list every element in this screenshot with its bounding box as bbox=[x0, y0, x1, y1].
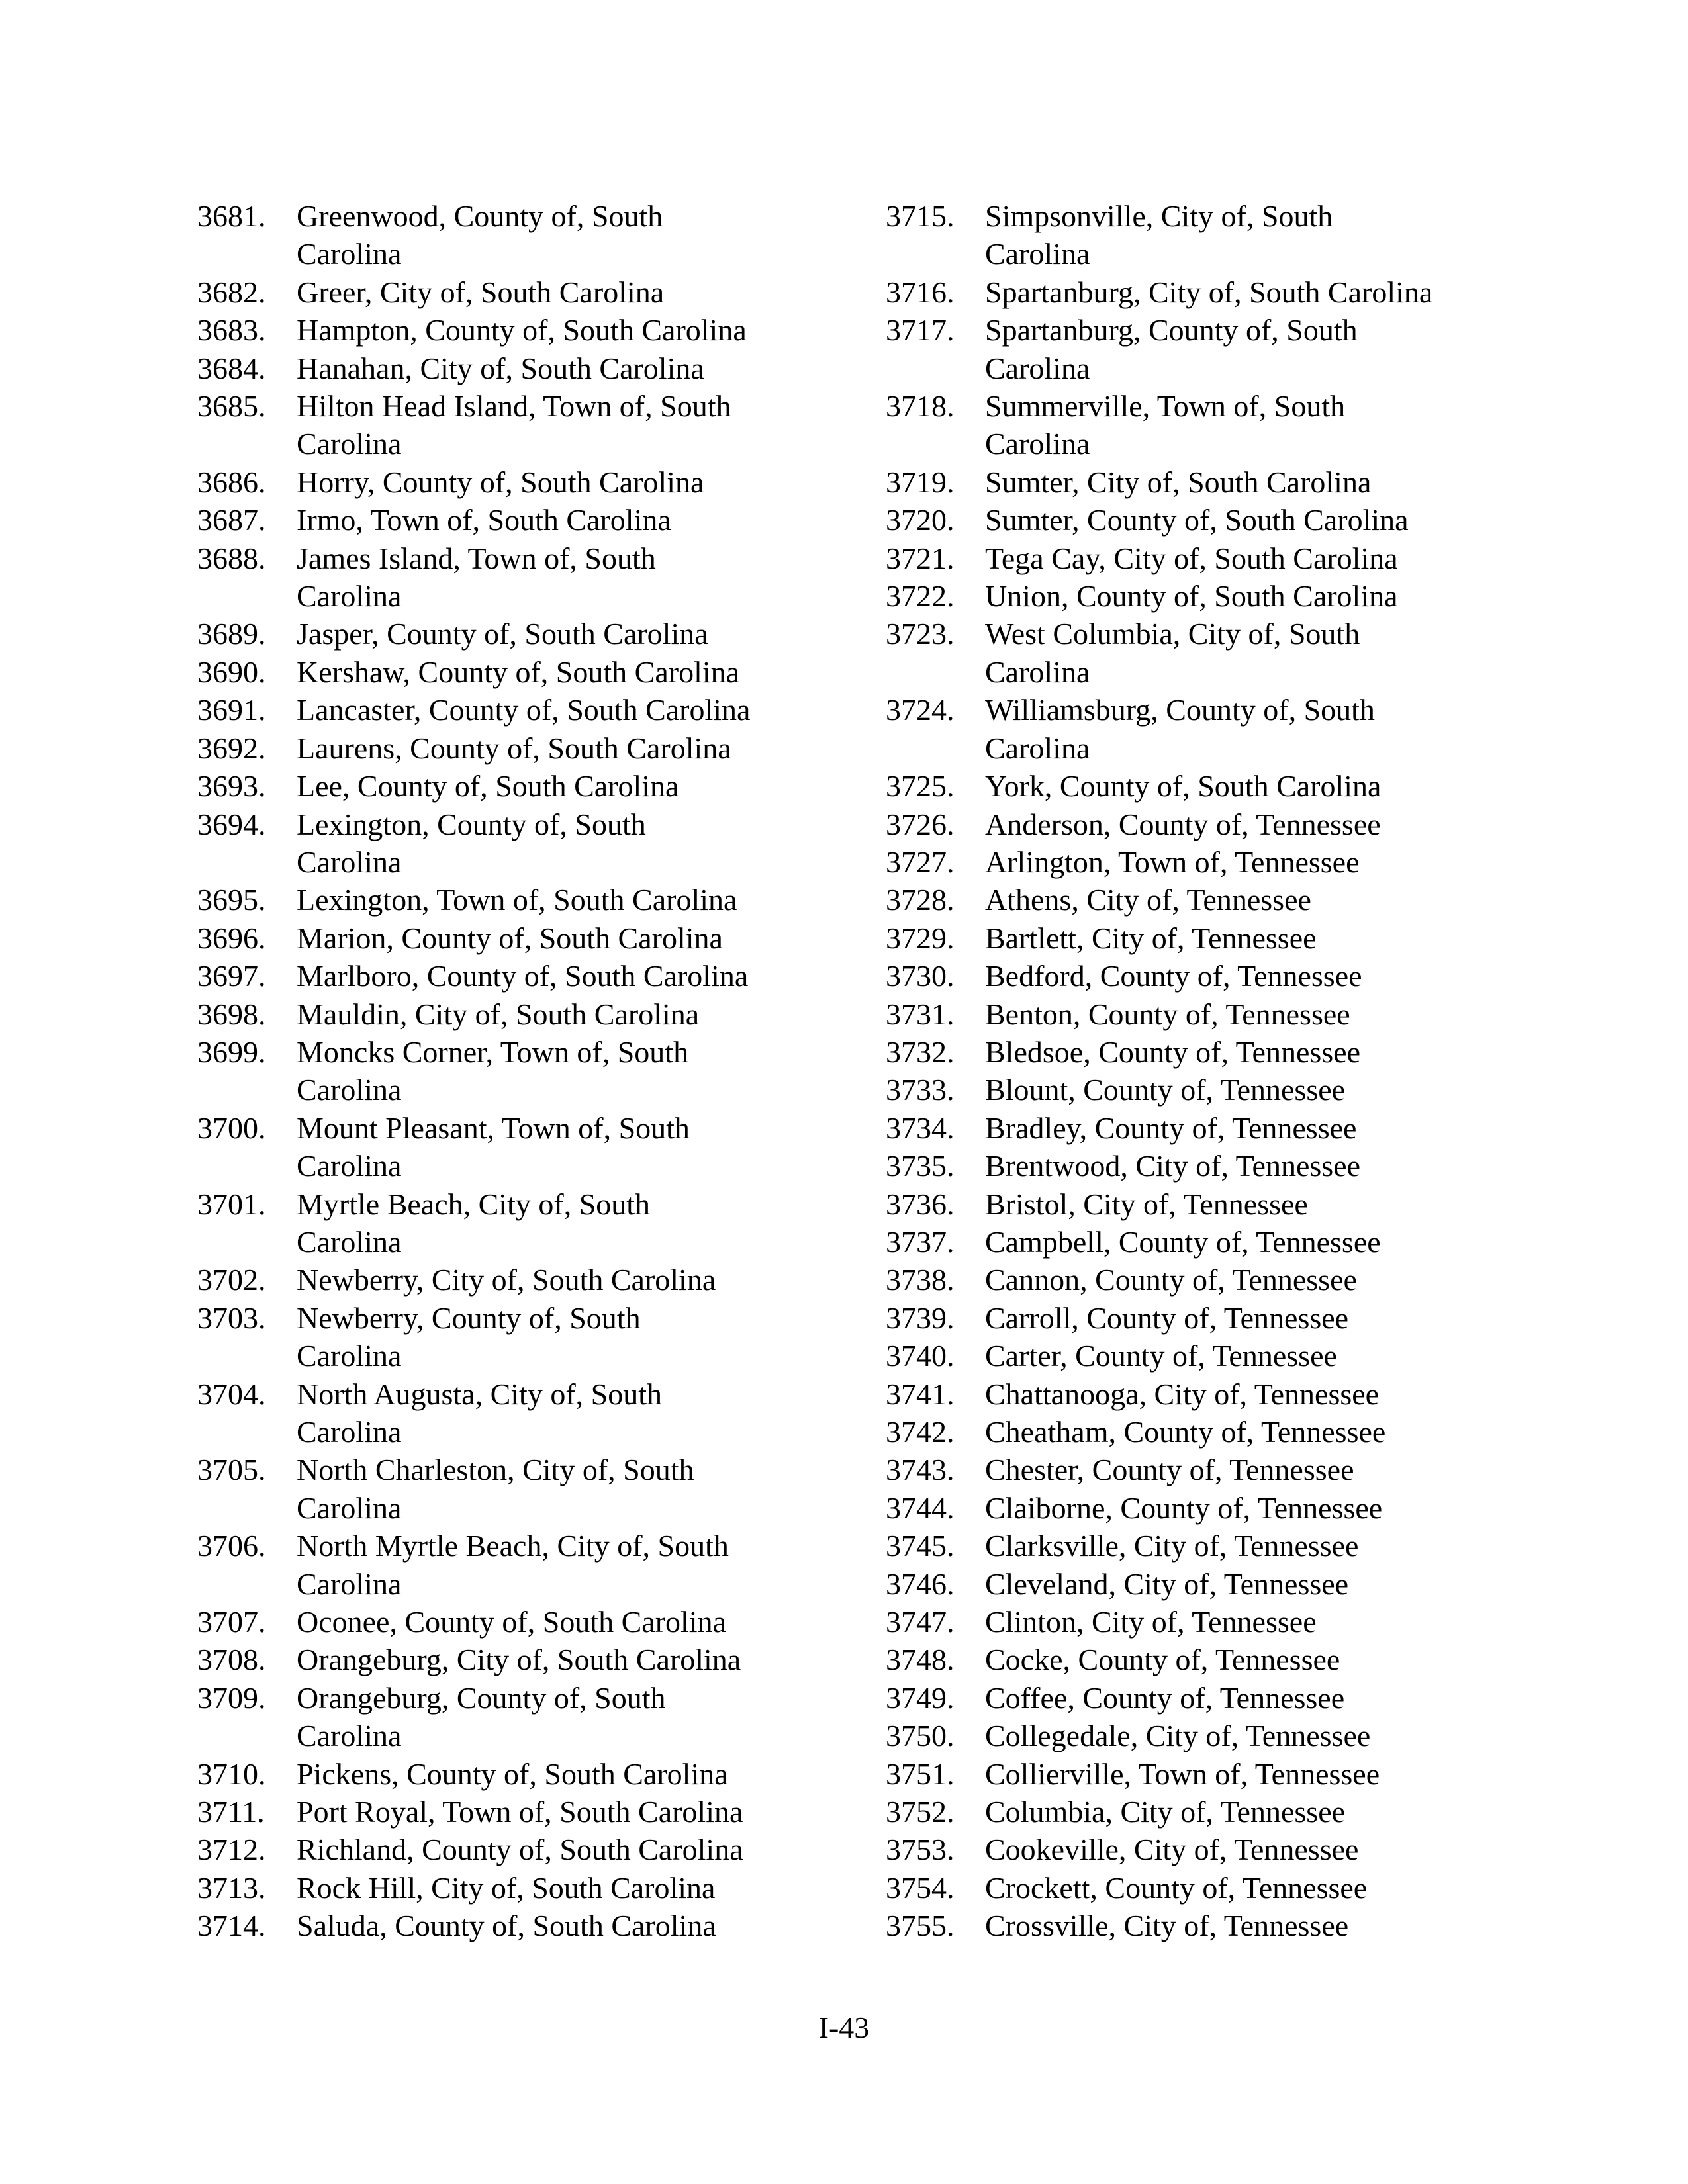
list-item-number: 3743. bbox=[886, 1453, 955, 1487]
list-item-number: 3742. bbox=[886, 1415, 955, 1449]
list-item-number: 3755. bbox=[886, 1909, 955, 1943]
list-item-name: Sumter, City of, South Carolina bbox=[985, 465, 1372, 499]
list-item bbox=[886, 311, 1561, 387]
list-item-number: 3744. bbox=[886, 1490, 955, 1525]
list-item-name: Lexington, Town of, South Carolina bbox=[297, 883, 737, 917]
list-item bbox=[197, 311, 872, 349]
list-item bbox=[197, 1793, 872, 1831]
list-item bbox=[886, 463, 1561, 501]
list-item-name: Spartanburg, County of, South Carolina bbox=[985, 313, 1358, 385]
list-item bbox=[197, 1603, 872, 1641]
list-item-name: Bedford, County of, Tennessee bbox=[985, 959, 1362, 993]
list-item-number: 3696. bbox=[197, 921, 266, 955]
list-item-number: 3710. bbox=[197, 1756, 266, 1791]
list-item-number: 3709. bbox=[197, 1680, 266, 1715]
list-item-number: 3691. bbox=[197, 693, 266, 727]
list-item-number: 3729. bbox=[886, 921, 955, 955]
list-item bbox=[197, 349, 872, 387]
list-item-number: 3690. bbox=[197, 655, 266, 689]
list-item-name: North Charleston, City of, South Carolina bbox=[297, 1453, 694, 1525]
list-item bbox=[886, 1527, 1561, 1565]
list-item bbox=[886, 273, 1561, 311]
list-item bbox=[886, 1603, 1561, 1641]
list-item-name: Cocke, County of, Tennessee bbox=[985, 1643, 1340, 1677]
list-item-name: Horry, County of, South Carolina bbox=[297, 465, 704, 499]
list-item bbox=[886, 767, 1561, 805]
list-item-number: 3718. bbox=[886, 389, 955, 424]
list-item-number: 3698. bbox=[197, 997, 266, 1031]
list-item-number: 3738. bbox=[886, 1263, 955, 1297]
list-item-name: James Island, Town of, South Carolina bbox=[297, 541, 656, 614]
list-item-name: Jasper, County of, South Carolina bbox=[297, 617, 708, 651]
list-item-name: Chattanooga, City of, Tennessee bbox=[985, 1377, 1380, 1411]
list-item-number: 3727. bbox=[886, 844, 955, 879]
list-item bbox=[886, 1489, 1561, 1527]
list-item-number: 3707. bbox=[197, 1605, 266, 1639]
list-item-name: Oconee, County of, South Carolina bbox=[297, 1605, 727, 1639]
list-item-name: Carter, County of, Tennessee bbox=[985, 1339, 1337, 1373]
list-item-name: Carroll, County of, Tennessee bbox=[985, 1300, 1349, 1335]
list-item-name: Moncks Corner, Town of, South Carolina bbox=[297, 1034, 689, 1107]
list-item bbox=[197, 767, 872, 805]
list-item-name: Columbia, City of, Tennessee bbox=[985, 1795, 1346, 1829]
list-item bbox=[886, 691, 1561, 767]
list-item-name: Lancaster, County of, South Carolina bbox=[297, 693, 751, 727]
list-item-name: Rock Hill, City of, South Carolina bbox=[297, 1870, 716, 1905]
list-item bbox=[197, 957, 872, 995]
list-item-name: Campbell, County of, Tennessee bbox=[985, 1224, 1381, 1259]
list-item-number: 3699. bbox=[197, 1034, 266, 1069]
list-item-name: Bradley, County of, Tennessee bbox=[985, 1111, 1357, 1145]
list-item-number: 3721. bbox=[886, 541, 955, 575]
list-item-number: 3689. bbox=[197, 617, 266, 651]
list-item-number: 3731. bbox=[886, 997, 955, 1031]
list-item bbox=[886, 1147, 1561, 1185]
list-item-name: Williamsburg, County of, South Carolina bbox=[985, 693, 1375, 765]
list-item-name: York, County of, South Carolina bbox=[985, 769, 1382, 803]
list-item-name: Marlboro, County of, South Carolina bbox=[297, 959, 749, 993]
list-item-number: 3711. bbox=[197, 1795, 265, 1829]
list-item-name: Athens, City of, Tennessee bbox=[985, 883, 1311, 917]
list-item-name: Orangeburg, County of, South Carolina bbox=[297, 1680, 666, 1753]
list-item-number: 3724. bbox=[886, 693, 955, 727]
list-item-number: 3682. bbox=[197, 275, 266, 309]
list-item-number: 3753. bbox=[886, 1833, 955, 1867]
list-item-name: Mauldin, City of, South Carolina bbox=[297, 997, 700, 1031]
list-item-number: 3713. bbox=[197, 1870, 266, 1905]
list-item-number: 3703. bbox=[197, 1300, 266, 1335]
list-item-number: 3687. bbox=[197, 503, 266, 537]
list-item-name: Benton, County of, Tennessee bbox=[985, 997, 1350, 1031]
list-item bbox=[197, 729, 872, 767]
list-item-number: 3728. bbox=[886, 883, 955, 917]
list-item-name: Summerville, Town of, South Carolina bbox=[985, 389, 1346, 461]
list-item bbox=[197, 1185, 872, 1261]
list-item bbox=[197, 1869, 872, 1907]
list-item bbox=[886, 995, 1561, 1033]
list-item-number: 3708. bbox=[197, 1643, 266, 1677]
list-item-number: 3697. bbox=[197, 959, 266, 993]
list-item-name: Greer, City of, South Carolina bbox=[297, 275, 665, 309]
list-item-name: Cannon, County of, Tennessee bbox=[985, 1263, 1357, 1297]
list-item-name: Bledsoe, County of, Tennessee bbox=[985, 1034, 1361, 1069]
list-item-name: Sumter, County of, South Carolina bbox=[985, 503, 1409, 537]
list-item-name: Newberry, County of, South Carolina bbox=[297, 1300, 641, 1373]
list-item-name: Hilton Head Island, Town of, South Carolina bbox=[297, 389, 731, 461]
list-item bbox=[197, 1679, 872, 1755]
list-item bbox=[886, 1375, 1561, 1413]
list-item bbox=[886, 1793, 1561, 1831]
list-item-name: Port Royal, Town of, South Carolina bbox=[297, 1795, 743, 1829]
list-item-number: 3685. bbox=[197, 389, 266, 424]
list-item bbox=[886, 539, 1561, 577]
list-item-number: 3745. bbox=[886, 1529, 955, 1563]
list-item-name: Marion, County of, South Carolina bbox=[297, 921, 723, 955]
list-item-number: 3720. bbox=[886, 503, 955, 537]
list-item bbox=[886, 1109, 1561, 1147]
list-item bbox=[886, 919, 1561, 957]
list-item-name: Lexington, County of, South Carolina bbox=[297, 807, 646, 879]
list-item bbox=[197, 387, 872, 463]
list-item-name: Anderson, County of, Tennessee bbox=[985, 807, 1381, 841]
list-item-name: Clinton, City of, Tennessee bbox=[985, 1605, 1317, 1639]
list-item-number: 3749. bbox=[886, 1680, 955, 1715]
list-item-number: 3752. bbox=[886, 1795, 955, 1829]
list-item bbox=[886, 501, 1561, 539]
list-item-number: 3719. bbox=[886, 465, 955, 499]
list-item-name: Lee, County of, South Carolina bbox=[297, 769, 679, 803]
list-item-number: 3754. bbox=[886, 1870, 955, 1905]
page-number: I-43 bbox=[818, 2011, 870, 2044]
list-item-number: 3736. bbox=[886, 1187, 955, 1221]
list-item bbox=[886, 1223, 1561, 1261]
list-item-name: Myrtle Beach, City of, South Carolina bbox=[297, 1187, 651, 1259]
list-item-number: 3717. bbox=[886, 313, 955, 347]
list-item bbox=[197, 1109, 872, 1185]
list-item-name: Crossville, City of, Tennessee bbox=[985, 1909, 1349, 1943]
list-item bbox=[886, 1299, 1561, 1337]
list-item bbox=[197, 1375, 872, 1451]
list-item-name: Tega Cay, City of, South Carolina bbox=[985, 541, 1398, 575]
list-item-name: North Myrtle Beach, City of, South Carolina bbox=[297, 1529, 729, 1601]
list-item bbox=[886, 957, 1561, 995]
list-item-name: Kershaw, County of, South Carolina bbox=[297, 655, 740, 689]
list-item bbox=[886, 1641, 1561, 1678]
list-item-number: 3695. bbox=[197, 883, 266, 917]
list-item-name: Irmo, Town of, South Carolina bbox=[297, 503, 671, 537]
left-column bbox=[197, 197, 872, 1945]
list-item-name: Cleveland, City of, Tennessee bbox=[985, 1567, 1349, 1601]
list-item-number: 3723. bbox=[886, 617, 955, 651]
list-item-number: 3714. bbox=[197, 1909, 266, 1943]
list-item bbox=[886, 1033, 1561, 1071]
list-item-number: 3746. bbox=[886, 1567, 955, 1601]
list-item-number: 3741. bbox=[886, 1377, 955, 1411]
list-item-name: Clarksville, City of, Tennessee bbox=[985, 1529, 1359, 1563]
list-item-number: 3747. bbox=[886, 1605, 955, 1639]
list-item-number: 3722. bbox=[886, 579, 955, 614]
list-item-number: 3681. bbox=[197, 199, 266, 233]
list-item bbox=[197, 539, 872, 615]
list-item bbox=[197, 273, 872, 311]
list-item bbox=[886, 1261, 1561, 1298]
list-item-name: Hampton, County of, South Carolina bbox=[297, 313, 747, 347]
list-item-name: Collegedale, City of, Tennessee bbox=[985, 1719, 1371, 1753]
list-item-number: 3748. bbox=[886, 1643, 955, 1677]
list-item-number: 3712. bbox=[197, 1833, 266, 1867]
list-item-name: North Augusta, City of, South Carolina bbox=[297, 1377, 663, 1449]
list-item-name: Greenwood, County of, South Carolina bbox=[297, 199, 663, 271]
list-item-name: Chester, County of, Tennessee bbox=[985, 1453, 1354, 1487]
list-item bbox=[886, 1071, 1561, 1109]
list-item-name: Brentwood, City of, Tennessee bbox=[985, 1149, 1361, 1183]
list-item bbox=[886, 1565, 1561, 1603]
list-item-number: 3683. bbox=[197, 313, 266, 347]
list-item-name: Hanahan, City of, South Carolina bbox=[297, 351, 704, 385]
list-item-name: Spartanburg, City of, South Carolina bbox=[985, 275, 1433, 309]
list-item bbox=[886, 387, 1561, 463]
list-item-name: Coffee, County of, Tennessee bbox=[985, 1680, 1345, 1715]
list-item-number: 3751. bbox=[886, 1756, 955, 1791]
list-item bbox=[886, 1679, 1561, 1717]
list-item-name: Blount, County of, Tennessee bbox=[985, 1073, 1346, 1107]
list-item-name: Newberry, City of, South Carolina bbox=[297, 1263, 716, 1297]
list-item bbox=[197, 1451, 872, 1527]
right-column bbox=[886, 197, 1561, 1945]
list-item bbox=[886, 1907, 1561, 1944]
list-item bbox=[197, 1033, 872, 1109]
list-item bbox=[197, 615, 872, 653]
list-item-name: Bristol, City of, Tennessee bbox=[985, 1187, 1308, 1221]
list-item bbox=[886, 805, 1561, 843]
list-item bbox=[197, 501, 872, 539]
list-item-name: Bartlett, City of, Tennessee bbox=[985, 921, 1317, 955]
list-item bbox=[197, 1261, 872, 1298]
list-item-name: Claiborne, County of, Tennessee bbox=[985, 1490, 1383, 1525]
list-item bbox=[197, 1527, 872, 1603]
list-item-number: 3694. bbox=[197, 807, 266, 841]
list-item bbox=[197, 1755, 872, 1793]
list-item-name: Union, County of, South Carolina bbox=[985, 579, 1398, 614]
list-item-number: 3716. bbox=[886, 275, 955, 309]
list-item bbox=[886, 1451, 1561, 1488]
list-item-number: 3739. bbox=[886, 1300, 955, 1335]
list-item-number: 3704. bbox=[197, 1377, 266, 1411]
list-item-number: 3693. bbox=[197, 769, 266, 803]
list-item-name: Saluda, County of, South Carolina bbox=[297, 1909, 716, 1943]
list-item bbox=[886, 1337, 1561, 1375]
list-item bbox=[197, 1641, 872, 1678]
list-item bbox=[197, 1831, 872, 1868]
list-item-number: 3725. bbox=[886, 769, 955, 803]
list-item-name: Arlington, Town of, Tennessee bbox=[985, 844, 1360, 879]
list-item bbox=[886, 1413, 1561, 1451]
list-item-name: Laurens, County of, South Carolina bbox=[297, 731, 731, 765]
list-item-name: Mount Pleasant, Town of, South Carolina bbox=[297, 1111, 690, 1183]
list-item-name: Orangeburg, City of, South Carolina bbox=[297, 1643, 741, 1677]
list-item-number: 3702. bbox=[197, 1263, 266, 1297]
list-item bbox=[197, 197, 872, 273]
list-item-number: 3706. bbox=[197, 1529, 266, 1563]
list-item-number: 3684. bbox=[197, 351, 266, 385]
list-item-number: 3715. bbox=[886, 199, 955, 233]
list-item bbox=[886, 1831, 1561, 1868]
list-item-number: 3686. bbox=[197, 465, 266, 499]
list-item bbox=[886, 1717, 1561, 1754]
list-item-number: 3701. bbox=[197, 1187, 266, 1221]
list-item-name: Simpsonville, City of, South Carolina bbox=[985, 199, 1333, 271]
list-item-number: 3734. bbox=[886, 1111, 955, 1145]
list-item bbox=[886, 577, 1561, 615]
list-item-number: 3735. bbox=[886, 1149, 955, 1183]
list-item bbox=[886, 1755, 1561, 1793]
list-item bbox=[886, 881, 1561, 919]
list-item-number: 3750. bbox=[886, 1719, 955, 1753]
list-item-name: Collierville, Town of, Tennessee bbox=[985, 1756, 1380, 1791]
list-item bbox=[197, 919, 872, 957]
list-item-number: 3692. bbox=[197, 731, 266, 765]
list-item bbox=[886, 615, 1561, 691]
list-item-number: 3730. bbox=[886, 959, 955, 993]
list-item bbox=[886, 197, 1561, 273]
list-item bbox=[197, 463, 872, 501]
list-item-number: 3733. bbox=[886, 1073, 955, 1107]
list-item bbox=[197, 995, 872, 1033]
list-item-name: West Columbia, City of, South Carolina bbox=[985, 617, 1360, 689]
list-item bbox=[197, 691, 872, 729]
list-item-number: 3705. bbox=[197, 1453, 266, 1487]
list-item-number: 3740. bbox=[886, 1339, 955, 1373]
list-item-name: Cheatham, County of, Tennessee bbox=[985, 1415, 1386, 1449]
list-item bbox=[886, 1869, 1561, 1907]
list-item bbox=[197, 653, 872, 691]
list-item bbox=[197, 805, 872, 882]
list-item-number: 3726. bbox=[886, 807, 955, 841]
list-item-name: Richland, County of, South Carolina bbox=[297, 1833, 743, 1867]
list-item bbox=[886, 1185, 1561, 1223]
list-item-number: 3737. bbox=[886, 1224, 955, 1259]
list-item-name: Cookeville, City of, Tennessee bbox=[985, 1833, 1359, 1867]
list-item bbox=[197, 1299, 872, 1375]
list-item bbox=[886, 843, 1561, 881]
list-item-number: 3688. bbox=[197, 541, 266, 575]
list-item-name: Crockett, County of, Tennessee bbox=[985, 1870, 1368, 1905]
list-item-number: 3732. bbox=[886, 1034, 955, 1069]
list-item-name: Pickens, County of, South Carolina bbox=[297, 1756, 728, 1791]
list-item-number: 3700. bbox=[197, 1111, 266, 1145]
list-item bbox=[197, 1907, 872, 1944]
list-item bbox=[197, 881, 872, 919]
